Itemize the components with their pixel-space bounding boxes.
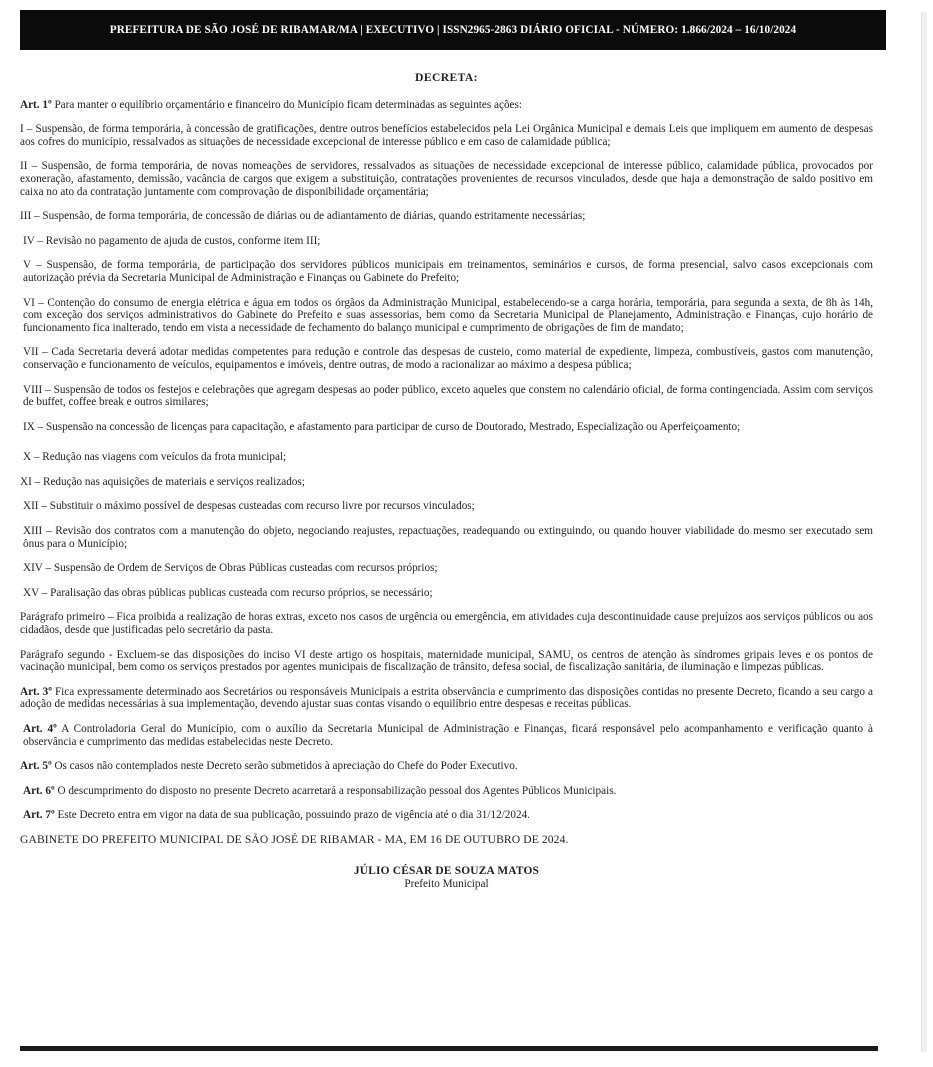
item-xii: XII – Substituir o máximo possível de despesas custeadas com recurso livre por recursos vinculados; <box>23 500 475 513</box>
article-6 <box>20 785 873 798</box>
item-ii: II – Suspensão, de forma temporária, de novas nomeações de servidores, ressalvados as situações de necessidade excepcional de interesse público, calamidade pública, provocados por exoneração, afastamento, demissão, vacância de cargos que exigem a substituição, contratações provenientes de recursos vinculados, desde que haja a demonstração de saldo positivo em caixa no ato da contratação juntamente com comprovação de disponibilidade orçamentária; <box>20 160 873 198</box>
item-v: V – Suspensão, de forma temporária, de participação dos servidores públicos municipais em treinamentos, seminários e cursos, de forma presencial, salvo casos excepcionais com autorização prévia da Secretaria Municipal de Administração e Finanças ou Gabinete do Prefeito; <box>23 259 873 284</box>
decree-title: DECRETA: <box>415 71 478 84</box>
item-xiv: XIV – Suspensão de Ordem de Serviços de Obras Públicas custeadas com recursos próprios; <box>23 562 438 575</box>
item-xiii: XIII – Revisão dos contratos com a manutenção do objeto, negociando reajustes, repactuações, readequando ou extinguindo, ou quando houver viabilidade do mesmo ser executado sem ônus para o Município; <box>23 525 873 550</box>
article-5 <box>20 760 873 773</box>
item-vi: VI – Contenção do consumo de energia elétrica e água em todos os órgãos da Administração Municipal, estabelecendo-se a carga horária, temporária, para segunda a sexta, de 8h às 14h, com exceção dos serviços administrativos do Gabinete do Prefeito e suas assessorias, bem como da Secretaria Municipal de Planejamento, Administração e Finanças, cujo horário de funcionamento fica inalterado, tendo em vista a necessidade de fechamento do balanço municipal e cumprimento de obrigações de fim de mandato; <box>23 296 873 334</box>
paragraph-first: Parágrafo primeiro – Fica proibida a realização de horas extras, exceto nos casos de urgência ou emergência, em atividades cuja descontinuidade cause prejuízos aos serviços públicos ou aos cidadãos, desde que justificadas pelo secretário da pasta. <box>20 611 873 637</box>
footer-rule <box>20 1046 878 1051</box>
item-xi: XI – Redução nas aquisições de materiais e serviços realizados; <box>20 475 305 488</box>
document-body <box>20 68 873 891</box>
item-viii: VIII – Suspensão de todos os festejos e celebrações que agregam despesas ao poder público, exceto aqueles que constem no calendário oficial, de forma contingenciada. Assim com serviços de buffet, coffee break e outros similares; <box>23 383 873 409</box>
paragraph-second: Parágrafo segundo - Excluem-se das disposições do inciso VI deste artigo os hospitais, maternidade municipal, SAMU, os centros de atenção às síndromes gripais leves e os pontos de vacinação municipal, bem como os serviços prestados por agentes municipais de fiscalização de trânsito, defesa social, de fiscalização sanitária, de iluminação e limpezas públicas. <box>20 648 873 674</box>
article-4-text: A Controladoria Geral do Município, com o auxílio da Secretaria Municipal de Administração e Finanças, ficará responsável pelo acompanhamento e verificação quanto à observância e cumprimento das medidas estabelecidas neste Decreto. <box>23 723 873 748</box>
article-1-label: Art. 1º <box>20 98 52 111</box>
article-6-text: O descumprimento do disposto no presente Decreto acarretará a responsabilização pessoal dos Agentes Públicos Municipais. <box>54 784 617 797</box>
article-4-label: Art. 4º <box>23 723 57 735</box>
article-1-text: Para manter o equilíbrio orçamentário e financeiro do Município ficam determinadas as seguintes ações: <box>51 98 522 111</box>
article-7-label: Art. 7º <box>23 809 55 822</box>
signatory-role: Prefeito Municipal <box>404 878 489 891</box>
scrollbar[interactable] <box>921 12 927 1052</box>
article-3 <box>20 686 873 711</box>
article-3-text: Fica expressamente determinado aos Secretários ou responsáveis Municipais a estrita observância e cumprimento das disposições contidas no presente Decreto, ficando a seu cargo a adoção de medidas necessárias à sua implementação, devendo ajustar suas contas visando o equilíbrio entre despesas e receitas públicas. <box>20 685 873 711</box>
item-iii: III – Suspensão, de forma temporária, de concessão de diárias ou de adiantamento de diárias, quando estritamente necessárias; <box>20 210 586 223</box>
closing-line: GABINETE DO PREFEITO MUNICIPAL DE SÃO JOSÉ DE RIBAMAR - MA, EM 16 DE OUTUBRO DE 2024. <box>20 832 569 846</box>
article-5-text: Os casos não contemplados neste Decreto serão submetidos à apreciação do Chefe do Poder Executivo. <box>51 760 518 773</box>
article-6-label: Art. 6º <box>23 784 55 797</box>
gazette-header <box>20 10 886 50</box>
article-4 <box>20 723 873 748</box>
item-vii: VII – Cada Secretaria deverá adotar medidas competentes para redução e controle das despesas de custeio, como material de expediente, limpeza, combustíveis, gastos com manutenção, conservação e funcionamento de veículos, equipamentos e imóveis, dentre outras, de modo a racionalizar ao máximo a despesa pública; <box>23 346 873 371</box>
article-5-label: Art. 5º <box>20 760 52 773</box>
article-1 <box>20 99 873 112</box>
article-3-label: Art. 3º <box>20 685 52 698</box>
item-ix: IX – Suspensão na concessão de licenças para capacitação, e afastamento para participar de curso de Doutorado, Mestrado, Especialização ou Aperfeiçoamento; <box>23 420 741 433</box>
item-x: X – Redução nas viagens com veículos da frota municipal; <box>23 451 287 464</box>
item-iv: IV – Revisão no pagamento de ajuda de custos, conforme item III; <box>23 234 321 247</box>
signatory-name: JÚLIO CÉSAR DE SOUZA MATOS <box>353 864 540 877</box>
item-xv: XV – Paralisação das obras públicas publicas custeada com recurso próprios, se necessário; <box>23 586 433 599</box>
item-i: I – Suspensão, de forma temporária, à concessão de gratificações, dentre outros benefícios estabelecidos pela Lei Orgânica Municipal e demais Leis que impliquem em aumento de despesas aos cofres do município, ressalvados as situações de necessidade excepcional de interesse público e em caso de calamidade pública; <box>20 123 873 148</box>
article-7 <box>20 809 873 822</box>
gazette-header-text: PREFEITURA DE SÃO JOSÉ DE RIBAMAR/MA | EXECUTIVO | ISSN2965-2863 DIÁRIO OFICIAL - NÚMERO: 1.866/2024 – 16/10/2024 <box>109 24 797 36</box>
article-7-text: Este Decreto entra em vigor na data de sua publicação, possuindo prazo de vigência até o dia 31/12/2024. <box>54 809 530 822</box>
